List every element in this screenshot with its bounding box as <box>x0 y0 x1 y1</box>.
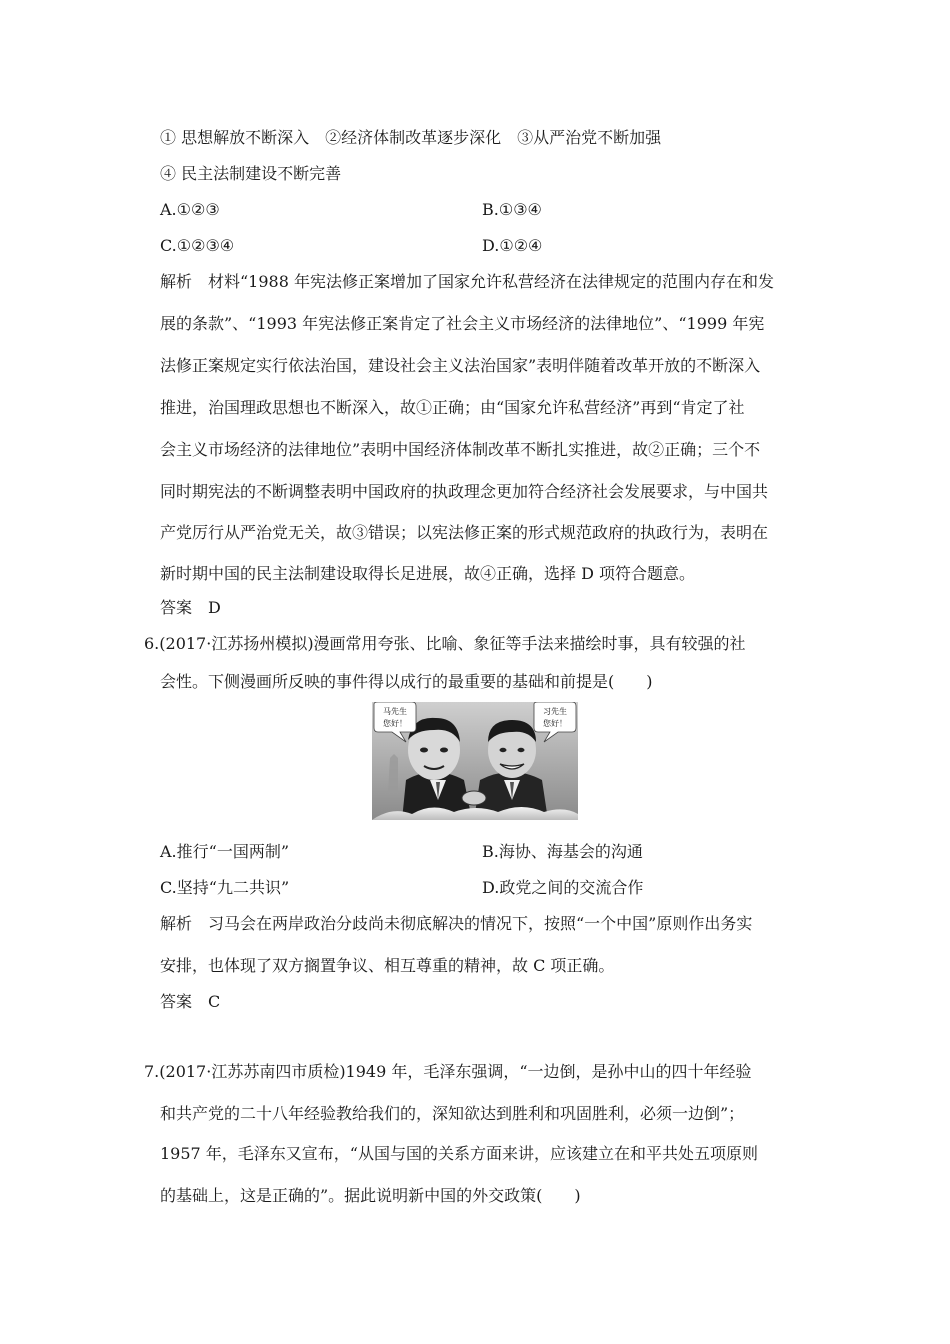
q5-answer: 答案 D <box>160 598 221 617</box>
q5-statements-line-1: ① 思想解放不断深入 ②经济体制改革逐步深化 ③从严治党不断加强 <box>160 128 662 147</box>
q6-analysis-line: 解析 习马会在两岸政治分歧尚未彻底解决的情况下，按照“一个中国”原则作出务实 <box>160 914 753 933</box>
q6-answer: 答案 C <box>160 992 221 1011</box>
q7-stem-line: 的基础上，这是正确的”。据此说明新中国的外交政策( ) <box>160 1186 581 1205</box>
q5-option-d: D.①②④ <box>482 236 543 255</box>
q5-analysis-line: 会主义市场经济的法律地位”表明中国经济体制改革不断扎实推进，故②正确；三个不 <box>160 440 761 459</box>
q5-statements-line-2: ④ 民主法制建设不断完善 <box>160 164 342 183</box>
q6-option-b: B.海协、海基会的沟通 <box>482 842 643 861</box>
q7-stem-line: 7.(2017·江苏苏南四市质检)1949 年，毛泽东强调，“一边倒，是孙中山的四十年经验 <box>144 1062 752 1081</box>
q5-analysis-line: 推进，治国理政思想也不断深入，故①正确；由“国家允许私营经济”再到“肯定了社 <box>160 398 745 417</box>
q6-option-a: A.推行“一国两制” <box>160 842 290 861</box>
q7-stem-line: 1957 年，毛泽东又宣布，“从国与国的关系方面来讲，应该建立在和平共处五项原则 <box>160 1144 758 1163</box>
q5-analysis-line: 解析 材料“1988 年宪法修正案增加了国家允许私营经济在法律规定的范围内存在和发 <box>160 272 774 291</box>
q5-option-c: C.①②③④ <box>160 236 235 255</box>
q5-analysis-line: 产党厉行从严治党无关，故③错误；以宪法修正案的形式规范政府的执政行为，表明在 <box>160 523 769 542</box>
q6-option-d: D.政党之间的交流合作 <box>482 878 644 897</box>
q5-analysis-line: 法修正案规定实行依法治国，建设社会主义法治国家”表明伴随着改革开放的不断深入 <box>160 356 761 375</box>
q7-stem-line: 和共产党的二十八年经验教给我们的，深知欲达到胜利和巩固胜利，必须一边倒”； <box>160 1104 745 1123</box>
q5-analysis-line: 同时期宪法的不断调整表明中国政府的执政理念更加符合经济社会发展要求，与中国共 <box>160 482 769 501</box>
left-bubble-text-line-2: 您好！ <box>383 719 407 728</box>
cartoon-illustration <box>372 702 578 820</box>
q5-option-b: B.①③④ <box>482 200 542 219</box>
q6-option-c: C.坚持“九二共识” <box>160 878 290 897</box>
right-bubble-text-line-1: 习先生 <box>543 707 567 716</box>
q5-analysis-line: 展的条款”、“1993 年宪法修正案肯定了社会主义市场经济的法律地位”、“1999 年宪 <box>160 314 765 333</box>
q6-stem-line-2: 会性。下侧漫画所反映的事件得以成行的最重要的基础和前提是( ) <box>160 672 653 691</box>
left-bubble-text-line-1: 马先生 <box>383 707 407 716</box>
right-bubble-text-line-2: 您好！ <box>543 719 567 728</box>
q6-analysis-line: 安排，也体现了双方搁置争议、相互尊重的精神，故 C 项正确。 <box>160 956 615 975</box>
q5-option-a: A.①②③ <box>160 200 220 219</box>
q6-stem-line-1: 6.(2017·江苏扬州模拟)漫画常用夸张、比喻、象征等手法来描绘时事，具有较强的社 <box>144 634 746 653</box>
q5-analysis-line: 新时期中国的民主法制建设取得长足进展，故④正确，选择 D 项符合题意。 <box>160 564 696 583</box>
